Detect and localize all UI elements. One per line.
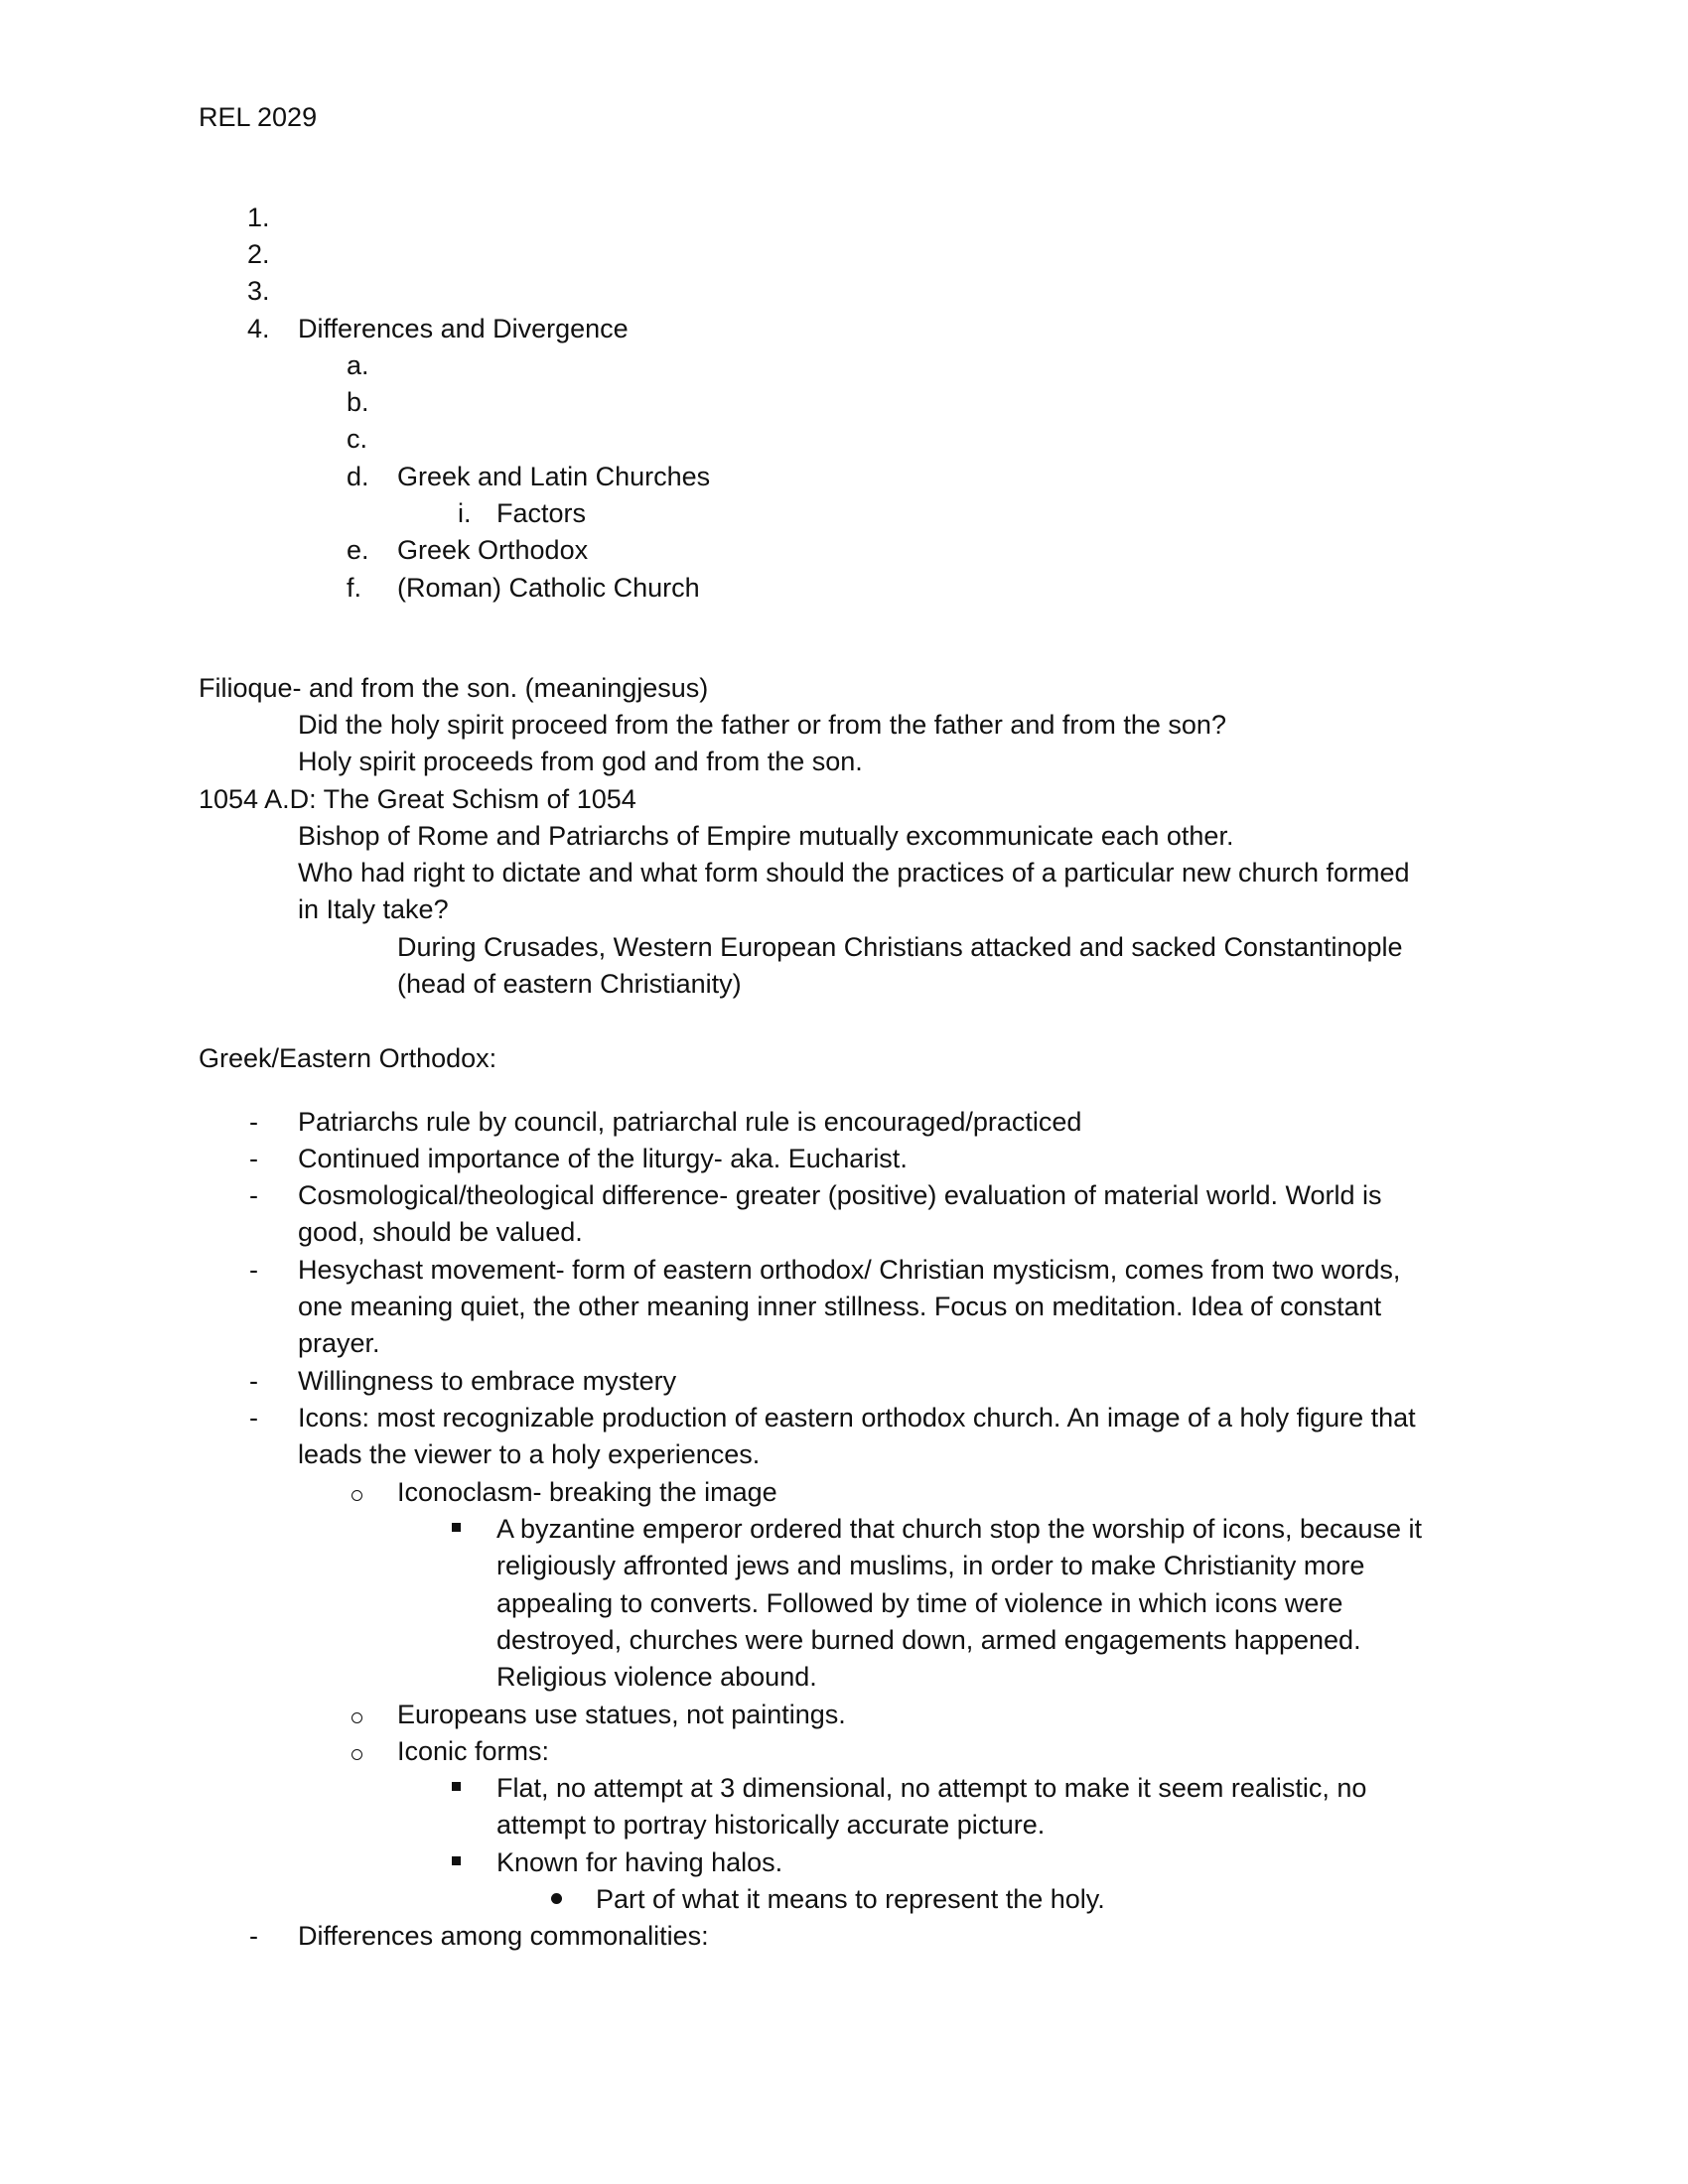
- outline-item-text: Differences and Divergence: [298, 314, 629, 343]
- outline-num: 4.: [247, 314, 270, 343]
- dash-marker: -: [249, 1403, 258, 1433]
- icon-sub-item: Iconic forms:: [397, 1736, 550, 1766]
- orthodox-heading: Greek/Eastern Orthodox:: [199, 1043, 497, 1073]
- outline-letter: e.: [347, 535, 369, 565]
- iconoclasm-detail-cont: Religious violence abound.: [496, 1662, 817, 1692]
- filled-dot-bullet-icon: [551, 1893, 562, 1904]
- forms-detail: Known for having halos.: [496, 1847, 783, 1877]
- dash-marker: -: [249, 1255, 258, 1285]
- outline-letter: f.: [347, 573, 362, 603]
- forms-detail-cont: attempt to portray historically accurate picture.: [496, 1810, 1046, 1840]
- schism-line: in Italy take?: [298, 894, 449, 924]
- orthodox-bullet: Willingness to embrace mystery: [298, 1366, 677, 1396]
- schism-sub-line: (head of eastern Christianity): [397, 969, 742, 999]
- iconoclasm-detail-cont: religiously affronted jews and muslims, in order to make Christianity more: [496, 1551, 1365, 1580]
- hollow-circle-bullet-icon: [352, 1712, 362, 1723]
- icon-sub-item: Iconoclasm- breaking the image: [397, 1477, 777, 1507]
- outline-subitem-text: (Roman) Catholic Church: [397, 573, 700, 603]
- course-title: REL 2029: [199, 102, 318, 132]
- filioque-line: Holy spirit proceeds from god and from the son.: [298, 747, 863, 776]
- square-bullet-icon: [452, 1523, 461, 1532]
- orthodox-bullet: Hesychast movement- form of eastern orthodox/ Christian mysticism, comes from two words,: [298, 1255, 1401, 1285]
- orthodox-bullet: Patriarchs rule by council, patriarchal rule is encouraged/practiced: [298, 1107, 1082, 1137]
- iconoclasm-detail-cont: appealing to converts. Followed by time of violence in which icons were: [496, 1588, 1343, 1618]
- outline-num: 3.: [247, 276, 270, 306]
- square-bullet-icon: [452, 1782, 461, 1791]
- outline-num: 2.: [247, 239, 270, 269]
- filioque-line: Did the holy spirit proceed from the father or from the father and from the son?: [298, 710, 1226, 740]
- orthodox-bullet-cont: leads the viewer to a holy experiences.: [298, 1439, 761, 1469]
- outline-subitem-text: Greek and Latin Churches: [397, 462, 711, 491]
- orthodox-bullet-cont: prayer.: [298, 1328, 380, 1358]
- outline-roman: i.: [458, 498, 472, 528]
- iconoclasm-detail: A byzantine emperor ordered that church stop the worship of icons, because it: [496, 1514, 1423, 1544]
- hollow-circle-bullet-icon: [352, 1490, 362, 1501]
- outline-subsub-text: Factors: [496, 498, 587, 528]
- outline-subitem-text: Greek Orthodox: [397, 535, 589, 565]
- hollow-circle-bullet-icon: [352, 1749, 362, 1760]
- orthodox-bullet: Continued importance of the liturgy- aka. Eucharist.: [298, 1144, 908, 1173]
- schism-line: Who had right to dictate and what form should the practices of a particular new church formed: [298, 858, 1410, 887]
- orthodox-bullet: Icons: most recognizable production of eastern orthodox church. An image of a holy figure that: [298, 1403, 1416, 1433]
- outline-letter: c.: [347, 424, 368, 454]
- icon-sub-item: Europeans use statues, not paintings.: [397, 1700, 846, 1729]
- outline-letter: a.: [347, 350, 369, 380]
- iconoclasm-detail-cont: destroyed, churches were burned down, armed engagements happened.: [496, 1625, 1361, 1655]
- outline-letter: b.: [347, 387, 369, 417]
- filioque-heading: Filioque- and from the son. (meaningjesus): [199, 673, 709, 703]
- schism-line: Bishop of Rome and Patriarchs of Empire mutually excommunicate each other.: [298, 821, 1234, 851]
- orthodox-bullet-cont: good, should be valued.: [298, 1217, 583, 1247]
- dash-marker: -: [249, 1180, 258, 1210]
- dash-marker: -: [249, 1107, 258, 1137]
- outline-letter: d.: [347, 462, 369, 491]
- schism-heading: 1054 A.D: The Great Schism of 1054: [199, 784, 636, 814]
- square-bullet-icon: [452, 1856, 461, 1865]
- dash-marker: -: [249, 1366, 258, 1396]
- orthodox-bullet: Differences among commonalities:: [298, 1921, 709, 1951]
- dash-marker: -: [249, 1144, 258, 1173]
- outline-num: 1.: [247, 203, 270, 232]
- orthodox-bullet: Cosmological/theological difference- greater (positive) evaluation of material world. World is: [298, 1180, 1382, 1210]
- halo-detail: Part of what it means to represent the holy.: [596, 1884, 1105, 1914]
- orthodox-bullet-cont: one meaning quiet, the other meaning inner stillness. Focus on meditation. Idea of constant: [298, 1292, 1382, 1321]
- forms-detail: Flat, no attempt at 3 dimensional, no attempt to make it seem realistic, no: [496, 1773, 1367, 1803]
- schism-sub-line: During Crusades, Western European Christians attacked and sacked Constantinople: [397, 932, 1403, 962]
- dash-marker: -: [249, 1921, 258, 1951]
